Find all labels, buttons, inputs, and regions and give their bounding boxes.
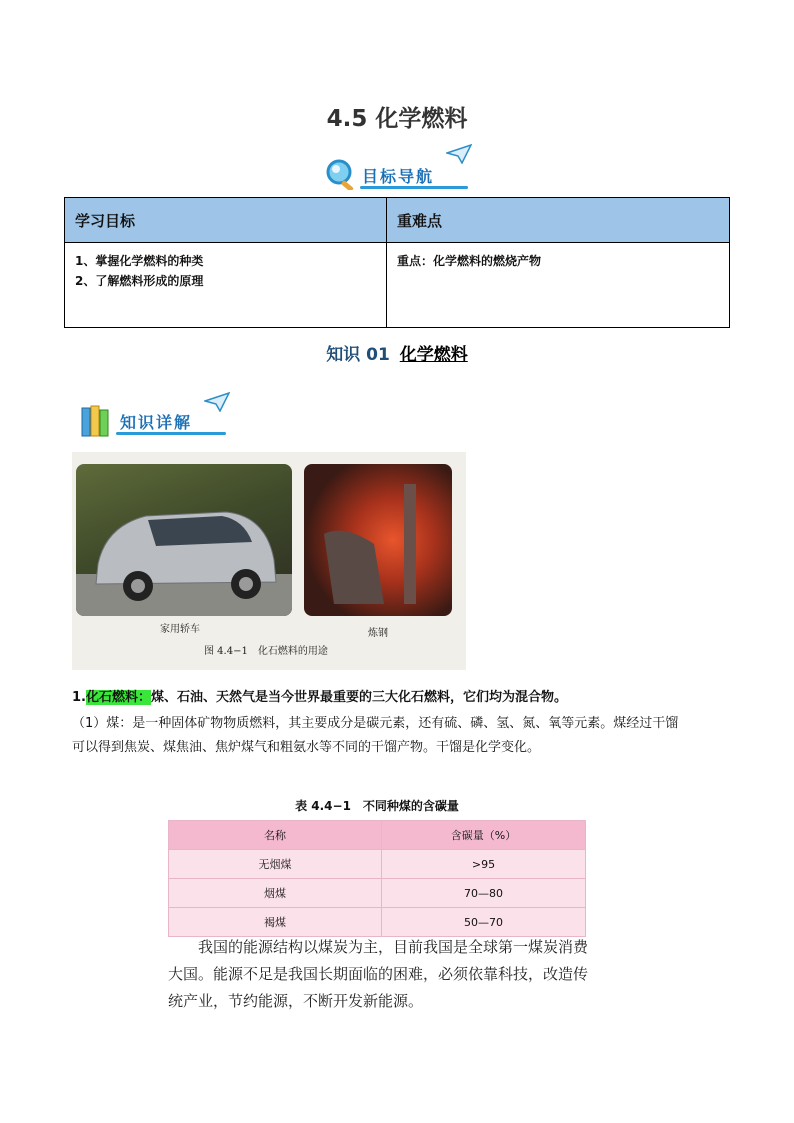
magnifier-icon [324, 158, 358, 190]
page-title: 4.5 化学燃料 [326, 106, 468, 132]
car-label: 家用轿车 [160, 624, 200, 635]
para-number: 1. [72, 690, 86, 705]
table-cell: 无烟煤 [169, 850, 382, 879]
table-cell: 50—70 [382, 908, 586, 937]
table-row [169, 850, 586, 879]
goal-item: 2、了解燃料形成的原理 [75, 274, 204, 288]
para-line: 可以得到焦炭、煤焦油、焦炉煤气和粗氨水等不同的干馏产物。干馏是化学变化。 [72, 740, 541, 755]
badge-underline [360, 186, 468, 189]
car-photo [76, 464, 292, 616]
books-icon [80, 402, 112, 438]
steel-photo [304, 464, 452, 616]
para-text: 煤、石油、天然气是当今世界最重要的三大化石燃料，它们均为混合物。 [151, 690, 568, 705]
coal-table-title: 表 4.4−1 不同种煤的含碳量 [295, 799, 459, 813]
paragraph-fossil-fuels [72, 686, 732, 710]
section-name: 化学燃料 [399, 345, 468, 365]
table-header-row [169, 821, 586, 850]
steel-label: 炼钢 [368, 628, 388, 639]
target-nav-badge [324, 152, 474, 192]
section-heading [0, 340, 794, 365]
paper-plane-icon [204, 392, 230, 412]
fossil-fuel-figure [72, 452, 466, 670]
para-line: （1）煤：是一种固体矿物物质燃料，其主要成分是碳元素，还有硫、磷、氢、氮、氧等元素。煤经过干馏 [72, 716, 679, 731]
paragraph-coal [72, 712, 742, 760]
knowledge-detail-badge [80, 392, 230, 440]
badge-title: 目标导航 [362, 167, 435, 186]
badge-underline [116, 432, 226, 435]
table-row [169, 879, 586, 908]
furnace-illustration [304, 464, 452, 616]
table-cell: 褐煤 [169, 908, 382, 937]
highlighted-term: 化石燃料： [85, 690, 151, 705]
column-header: 含碳量（%） [382, 821, 586, 850]
goals-table [64, 197, 730, 328]
car-illustration [76, 464, 292, 616]
column-header: 名称 [169, 821, 382, 850]
goals-cell [65, 243, 387, 328]
table-cell: 烟煤 [169, 879, 382, 908]
table-cell: 70—80 [382, 879, 586, 908]
header-goals: 学习目标 [65, 198, 387, 243]
table-row [169, 908, 586, 937]
header-key-points: 重难点 [387, 198, 730, 243]
goal-item: 1、掌握化学燃料的种类 [75, 254, 204, 268]
key-point-cell: 重点：化学燃料的燃烧产物 [387, 243, 730, 328]
energy-paragraph: 我国的能源结构以煤炭为主，目前我国是全球第一煤炭消费大国。能源不足是我国长期面临的困难，必须依靠科技，改造传统产业，节约能源，不断开发新能源。 [168, 938, 589, 1010]
badge-title: 知识详解 [120, 413, 193, 432]
paper-plane-icon [446, 144, 472, 164]
table-cell: >95 [382, 850, 586, 879]
figure-caption: 图 4.4−1 化石燃料的用途 [204, 646, 328, 657]
coal-carbon-table [168, 820, 586, 937]
section-number: 知识 01 [326, 345, 390, 365]
